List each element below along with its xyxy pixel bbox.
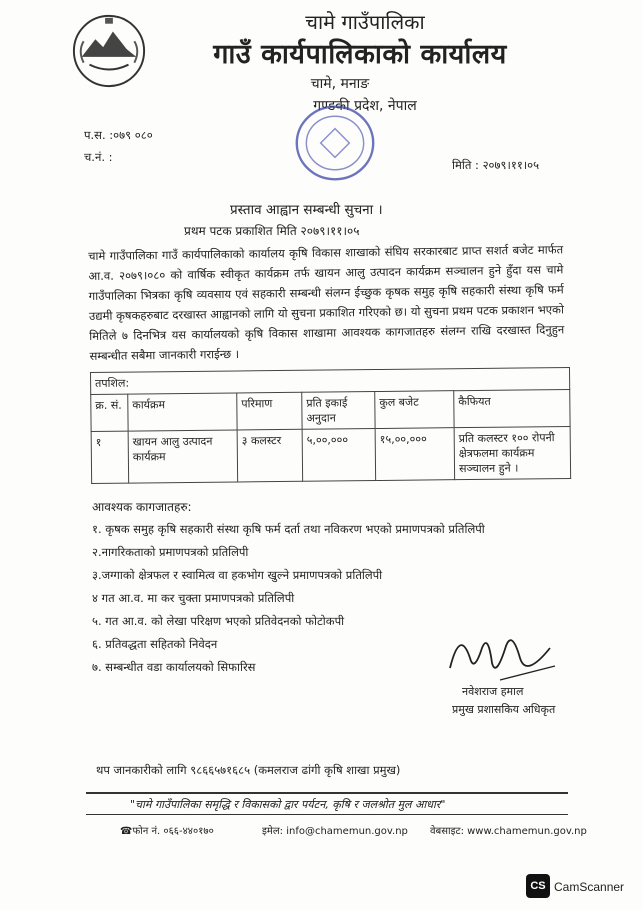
office-title: गाउँ कार्यपालिकाको कार्यालय — [213, 39, 507, 70]
list-item: १. कृषक समुह कृषि सहकारी संस्था कृषि फर्म दर्ता तथा नविकरण भएको प्रमाणपत्रको प्रतिलिपी — [92, 522, 485, 536]
dispatch-number: च.नं. : — [84, 150, 113, 164]
footer-phone: ☎फोन नं. ०६६-४४०१७० — [120, 826, 214, 837]
list-item: ३.जग्गाको क्षेत्रफल र स्वामित्व वा हकभोग खुल्ने प्रमाणपत्रको प्रतिलिपी — [92, 568, 383, 582]
footer-website: वेबसाइट: www.chamemun.gov.np — [430, 826, 587, 837]
footer-divider-top — [86, 792, 568, 794]
notice-body: चामे गाउँपालिका गाउँ कार्यपालिकाको कार्यालय कृषि विकास शाखाको संघिय सरकारबाट प्राप्त सशर्त बजेट मार्फत आ.व. २०७९।०८० को वार्षिक स्वीकृत कार्यक्रम तर्फ खायन आलु उत्पादन कार्यक्रम सञ्चालन हुने हुँदा यस चामे गाउँपालिका भित्रका कृषि व्यवसाय एवं सहकारी सम्बन्धी संलग्न ईच्छुक कृषक समुह कृषि सहकारी संस्था कृषि फर्म उद्यमी कृषकहरुबाट दरखास्त आह्वानको लागि यो सुचना प्रकाशित गरिएको छ। यो सुचना प्रथम पटक प्रकाशन भएको मितिले ७ दिनभित्र यस कार्यालयको कृषि विकास शाखामा आवश्यक कागजातहरु संलग्न राखि दरखास्त दिनुहुन सम्बन्धीत सबैमा जानकारी गराईन्छ । — [88, 242, 565, 363]
documents-list — [92, 518, 485, 679]
camscanner-label: CamScanner — [554, 880, 625, 894]
cell-program: खायन आलु उत्पादन कार्यक्रम — [128, 430, 238, 483]
published-date: प्रथम पटक प्रकाशित मिति २०७९।११।०५ — [184, 224, 360, 238]
reference-number: प.स. :०७९ ०८० — [84, 128, 153, 142]
list-item: ६. प्रतिवद्धता सहितको निवेदन — [92, 637, 218, 651]
footer-divider-bottom — [86, 814, 568, 815]
camscanner-logo-icon: CS — [526, 874, 550, 898]
col-unit-grant: प्रति इकाई अनुदान — [302, 392, 375, 430]
details-label-cell: तपशिल: — [91, 367, 570, 394]
list-item: ७. सम्बन्धीत वडा कार्यालयको सिफारिस — [92, 660, 256, 674]
cell-serial: १ — [91, 431, 129, 483]
contact-line: थप जानकारीको लागि ९८६६५७१६८५ (कमलराज ढांगी कृषि शाखा प्रमुख) — [96, 763, 401, 777]
list-item: ४ गत आ.व. मा कर चुक्ता प्रमाणपत्रको प्रतिलिपी — [92, 591, 295, 605]
signatory-title: प्रमुख प्रशासकिय अधिकृत — [452, 703, 556, 716]
details-header-row — [91, 389, 570, 431]
footer-email: इमेल: info@chamemun.gov.np — [262, 826, 408, 837]
cell-unit-grant: ५,००,००० — [302, 429, 376, 482]
signatory-name: नवेशराज हमाल — [462, 685, 524, 698]
table-row — [91, 426, 571, 483]
office-province: गण्डकी प्रदेश, नेपाल — [313, 98, 417, 114]
col-serial: क्र. सं. — [91, 394, 128, 431]
office-stamp — [292, 100, 378, 186]
notice-subject: प्रस्ताव आह्वान सम्बन्धी सुचना । — [230, 202, 383, 218]
documents-title: आवश्यक कागजातहरु: — [92, 500, 192, 514]
notice-date: मिति : २०७९।११।०५ — [452, 158, 540, 172]
municipality-name: चामे गाउँपालिका — [305, 10, 425, 34]
col-total-budget: कुल बजेट — [375, 391, 454, 429]
col-quantity: परिमाण — [237, 392, 302, 430]
footer-slogan: "चामे गाउँपालिका समृद्धि र विकासको द्वार पर्यटन, कृषि र जलश्रोत मुल आधार" — [130, 798, 446, 811]
col-remarks: कैफियत — [454, 389, 570, 427]
municipality-logo — [70, 12, 148, 90]
col-program: कार्यक्रम — [128, 393, 237, 431]
list-item: २.नागरिकताको प्रमाणपत्रको प्रतिलिपी — [92, 545, 249, 559]
cell-quantity: ३ कलस्टर — [237, 429, 303, 482]
office-location: चामे, मनाङ — [310, 76, 370, 92]
details-table — [90, 367, 571, 484]
cell-remarks: प्रति कलस्टर १०० रोपनी क्षेत्रफलमा कार्यक्रम सञ्चालन हुने । — [454, 426, 571, 479]
cell-total-budget: १५,००,००० — [375, 428, 455, 481]
handwritten-signature — [440, 618, 560, 688]
list-item: ५. गत आ.व. को लेखा परिक्षण भएको प्रतिवेदनको फोटोकपी — [92, 614, 345, 628]
